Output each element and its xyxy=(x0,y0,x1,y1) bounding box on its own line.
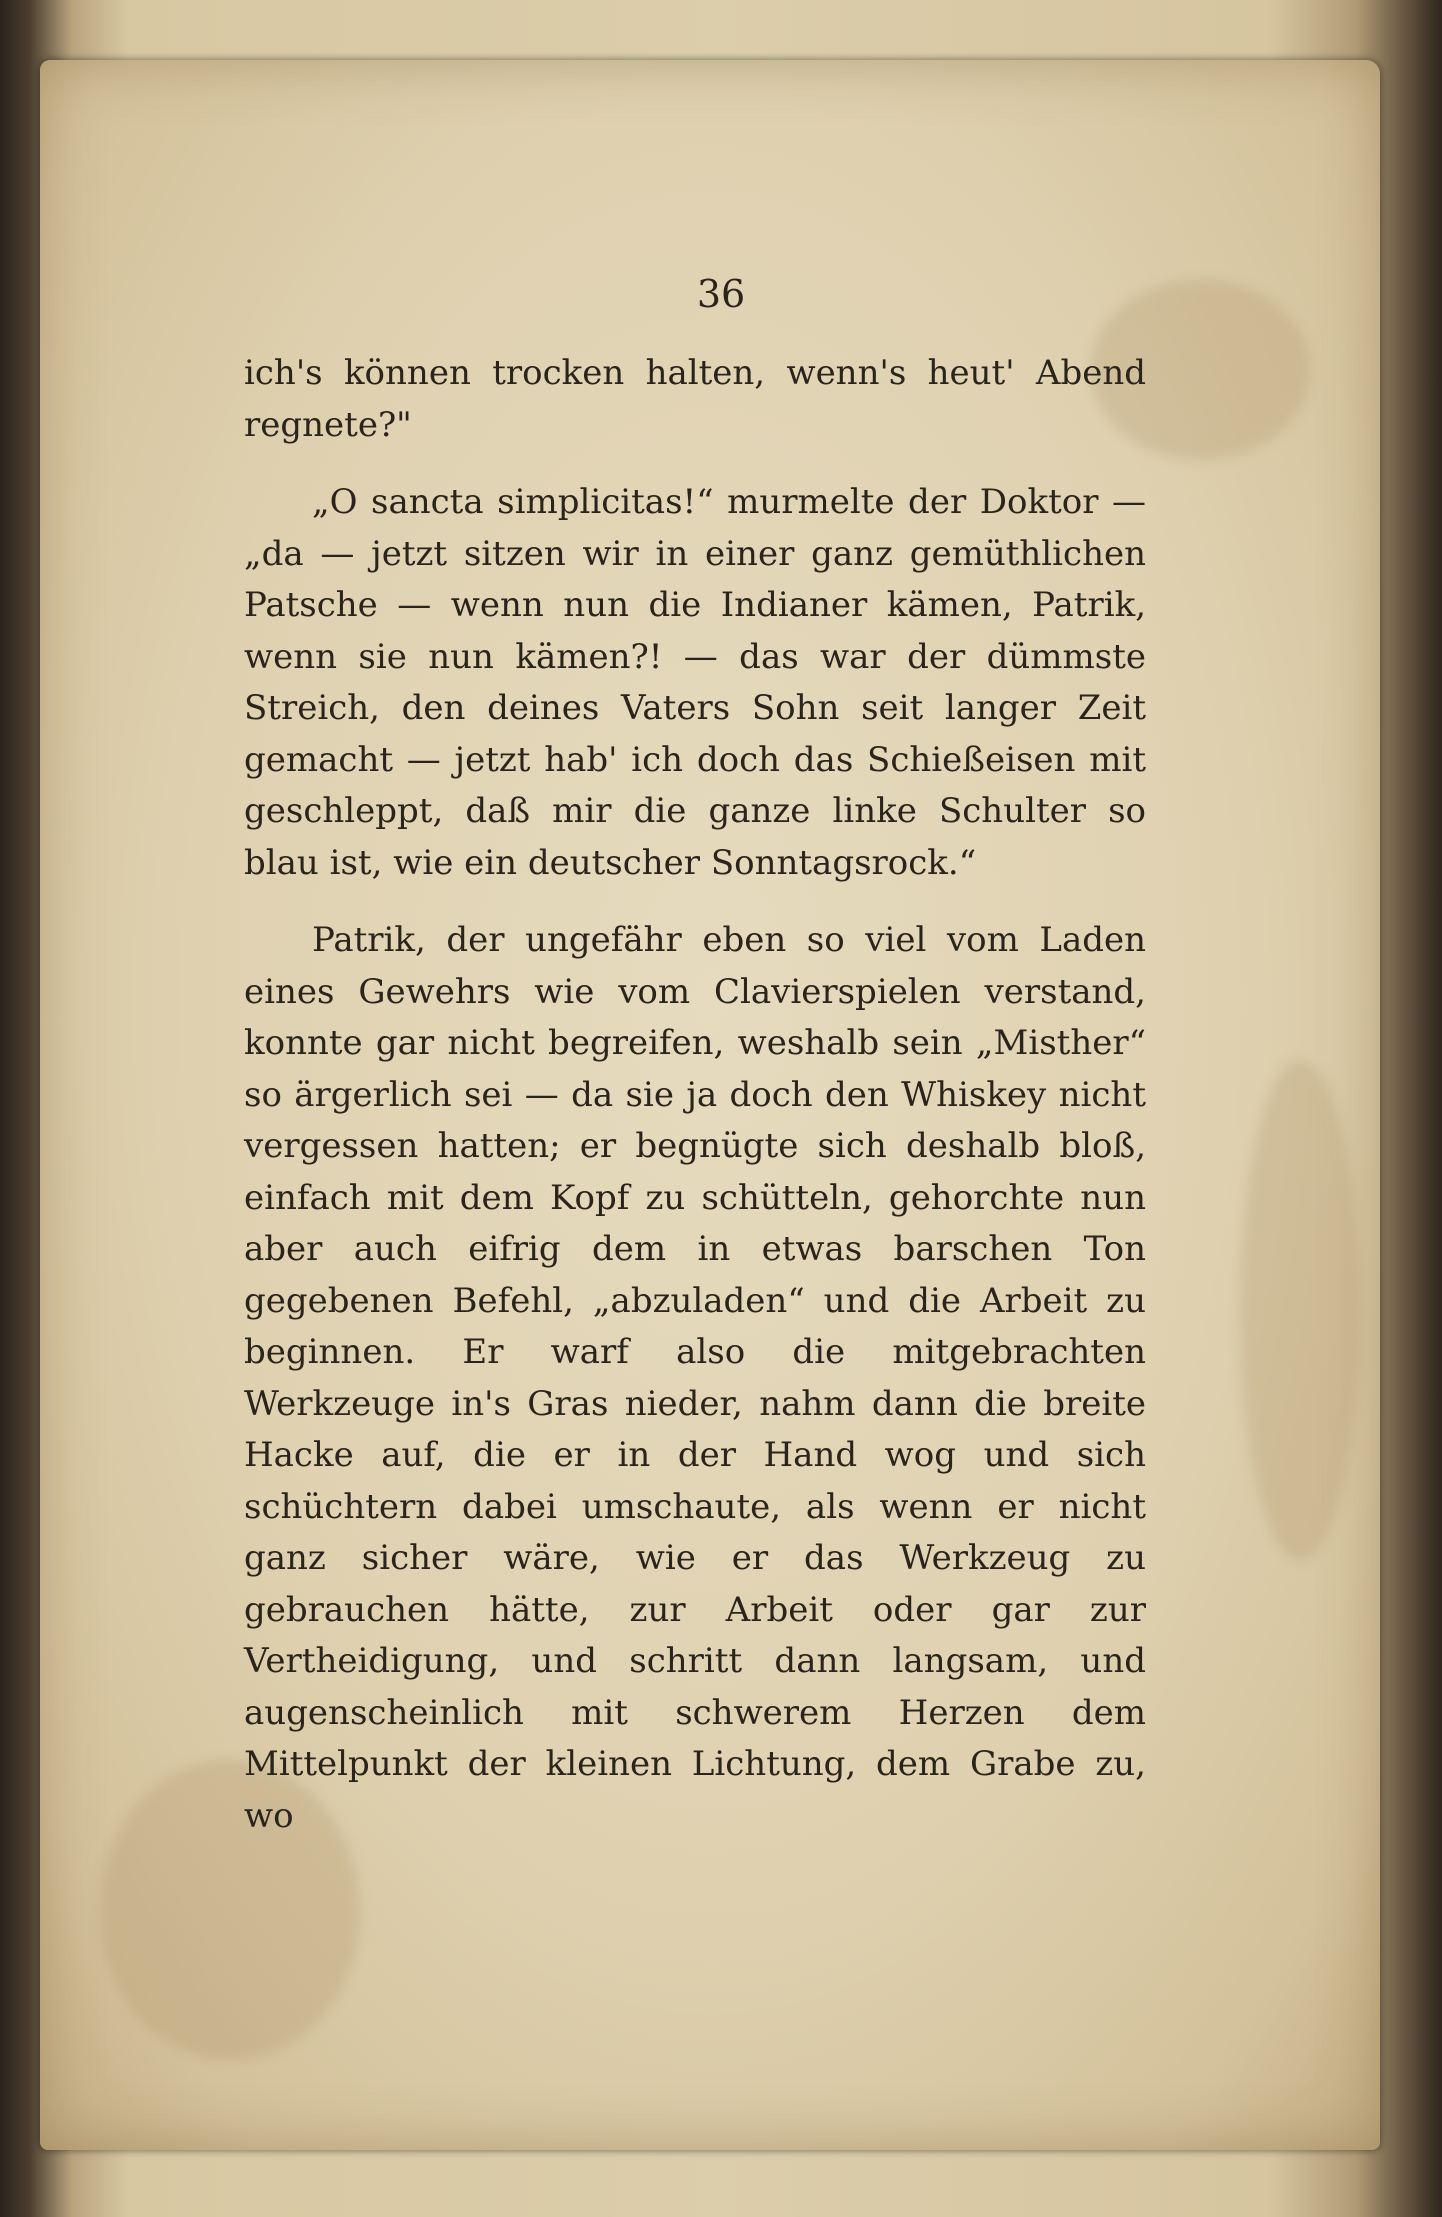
paragraph: Patrik, der ungefähr eben so viel vom Laden eines Gewehrs wie vom Clavierspielen verstand, konnte gar nicht begreifen, weshalb sein „Misther“ so ärgerlich sei — da sie ja doch den Whiskey nicht vergessen hatten; er begnügte sich deshalb bloß, einfach mit dem Kopf zu schütteln, gehorchte nun aber auch eifrig dem in etwas barschen Ton gegebenen Befehl, „abzuladen“ und die Arbeit zu beginnen. Er warf also die mitgebrachten Werkzeuge in's Gras nieder, nahm dann die breite Hacke auf, die er in der Hand wog und sich schüchtern dabei umschaute, als wenn er nicht ganz sicher wäre, wie er das Werkzeug zu gebrauchen hätte, zur Arbeit oder gar zur Vertheidigung, und schritt dann langsam, und augenscheinlich mit schwerem Herzen dem Mittelpunkt der kleinen Lichtung, dem Grabe zu, wo xyxy=(244,920,1146,1836)
paper-stain xyxy=(1240,1060,1360,1560)
page-body xyxy=(244,348,1146,1842)
page-number: 36 xyxy=(696,272,746,316)
paragraph: ich's können trocken halten, wenn's heut' Abend regnete?" xyxy=(244,353,1146,445)
paragraph: „O sancta simplicitas!“ murmelte der Doktor — „da — jetzt sitzen wir in einer ganz gemüthlichen Patsche — wenn nun die Indianer kämen, Patrik, wenn sie nun kämen?! — das war der dümmste Streich, den deines Vaters Sohn seit langer Zeit gemacht — jetzt hab' ich doch das Schießeisen mit geschleppt, daß mir die ganze linke Schulter so blau ist, wie ein deutscher Sonntagsrock.“ xyxy=(244,482,1146,883)
